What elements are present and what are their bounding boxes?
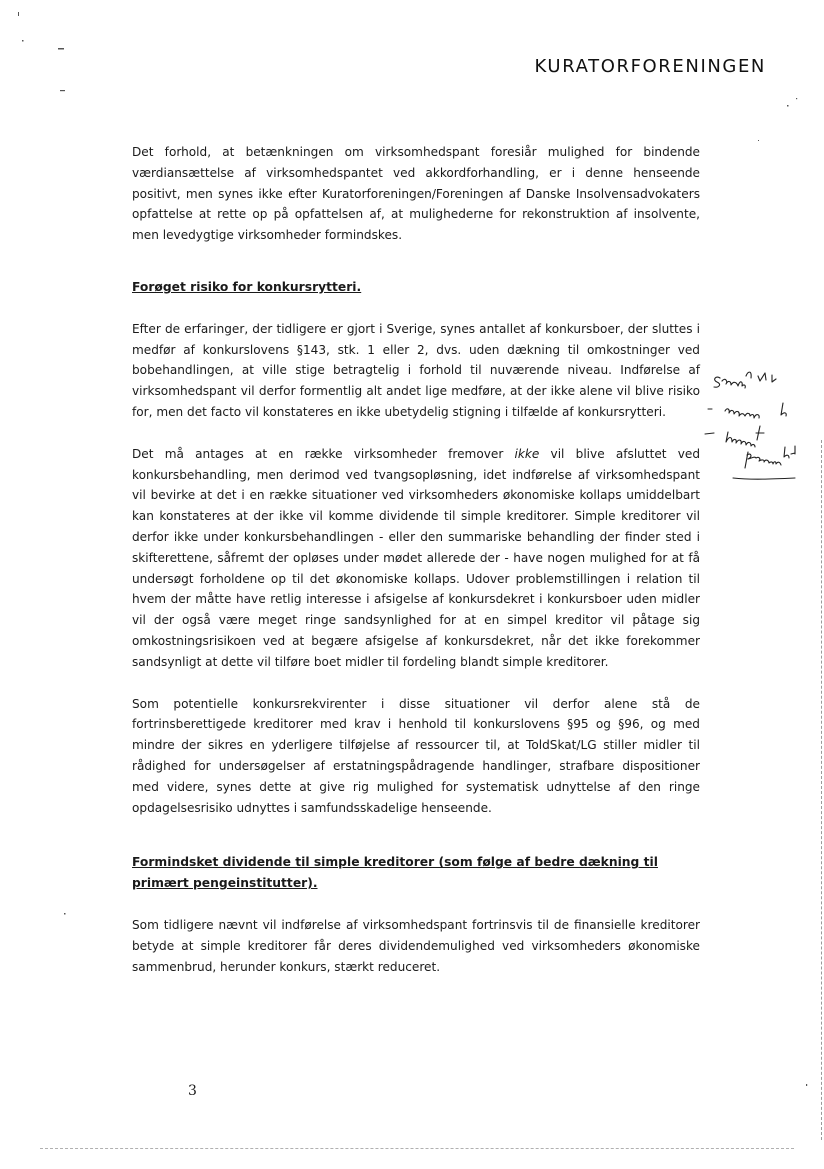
section-heading-konkursrytteri: Forøget risiko for konkursrytteri. bbox=[132, 279, 362, 294]
organization-header: KURATORFORENINGEN bbox=[534, 56, 766, 77]
paragraph-text: Det må antages at en række virksomheder fremover bbox=[132, 446, 515, 461]
intro-paragraph: Det forhold, at betænkningen om virksomhedspant foresiår mulighed for bindende værdiansættelse af virksomhedspantet ved akkordforhandling, er i denne henseende positivt, men synes ikke efter Kuratorforeningen/Foreningen af Danske Insolvensadvokaters opfattelse at rette op på opfattelsen af, at mulighederne for rekonstruktion af insolvente, men levedygtige virksomheder formindskes. bbox=[132, 145, 700, 243]
paragraph-sverige: Efter de erfaringer, der tidligere er gjort i Sverige, synes antallet af konkursboer, der sluttes i medfør af konkurslovens §143, stk. 1 eller 2, dvs. uden dækning til omkostninger ved bobehandlingen, at ville stige betragtelig i forhold til nuværende niveau. Indførelse af virksomhedspant vil derfor formentlig alt andet lige medføre, at der ikke alene vil blive risiko for, men det facto vil konstateres en ikke ubetydelig stigning i tilfælde af konkursrytteri. bbox=[132, 321, 700, 419]
emphasis-text: ikke bbox=[514, 446, 540, 461]
paragraph-dividende: Som tidligere nævnt vil indførelse af virksomhedspant fortrinsvis til de finansielle kreditorer betyde at simple kreditorer får deres dividendemulighed ved virksomheders økonomiske sammenbrud, herunder konkurs, stærkt reduceret. bbox=[132, 917, 700, 974]
page-number: 3 bbox=[188, 1083, 197, 1099]
section-heading-dividende: Formindsket dividende til simple kreditorer (som følge af bedre dækning til primært pengeinstitutter). bbox=[132, 855, 658, 891]
paragraph-konkursrekvirenter: Som potentielle konkursrekvirenter i disse situationer vil derfor alene stå de fortrinsberettigede kreditorer med krav i henhold til konkurslovens §95 og §96, og med mindre der sikres en yderligere tilføjelse af ressourcer til, at ToldSkat/LG stiller midler til rådighed for undersøgelser af erstatningspådragende handlinger, strafbare dispositioner med videre, synes dette at give rig mulighed for systematisk udnyttelse af den ringe opdagelsesrisiko udnyttes i samfundsskadelige henseende. bbox=[132, 696, 700, 815]
scan-edge-bottom bbox=[40, 1147, 794, 1149]
scan-edge-right bbox=[820, 440, 822, 1140]
paragraph-text: vil blive afsluttet ved konkursbehandling, men derimod ved tvangsopløsning, idet indførelse af virksomhedspant vil bevirke at det i en række situationer ved virksomheders økonomiske kollaps umiddelbart kan konstateres at der ikke vil komme dividende til simple kreditorer. Simple kreditorer vil derfor ikke under konkursbehandlingen - eller den summariske behandling der finder sted i skifterettene, såfremt der opløses under mødet allerede der - have nogen mulighed for at få undersøgt forholdene op til det økonomiske kollaps. Udover problemstillingen i relation til hvem der måtte have retlig interesse i afsigelse af konkursdekret i konkursboer uden midler vil der også være meget ringe sandsynlighed for at en simpel kreditor vil påtage sig omkostningsrisikoen ved at begære afsigelse af konkursdekret, når det ikke forekommer sandsynligt at dette vil tilføre boet midler til fordeling blandt simple kreditorer. bbox=[132, 446, 701, 669]
